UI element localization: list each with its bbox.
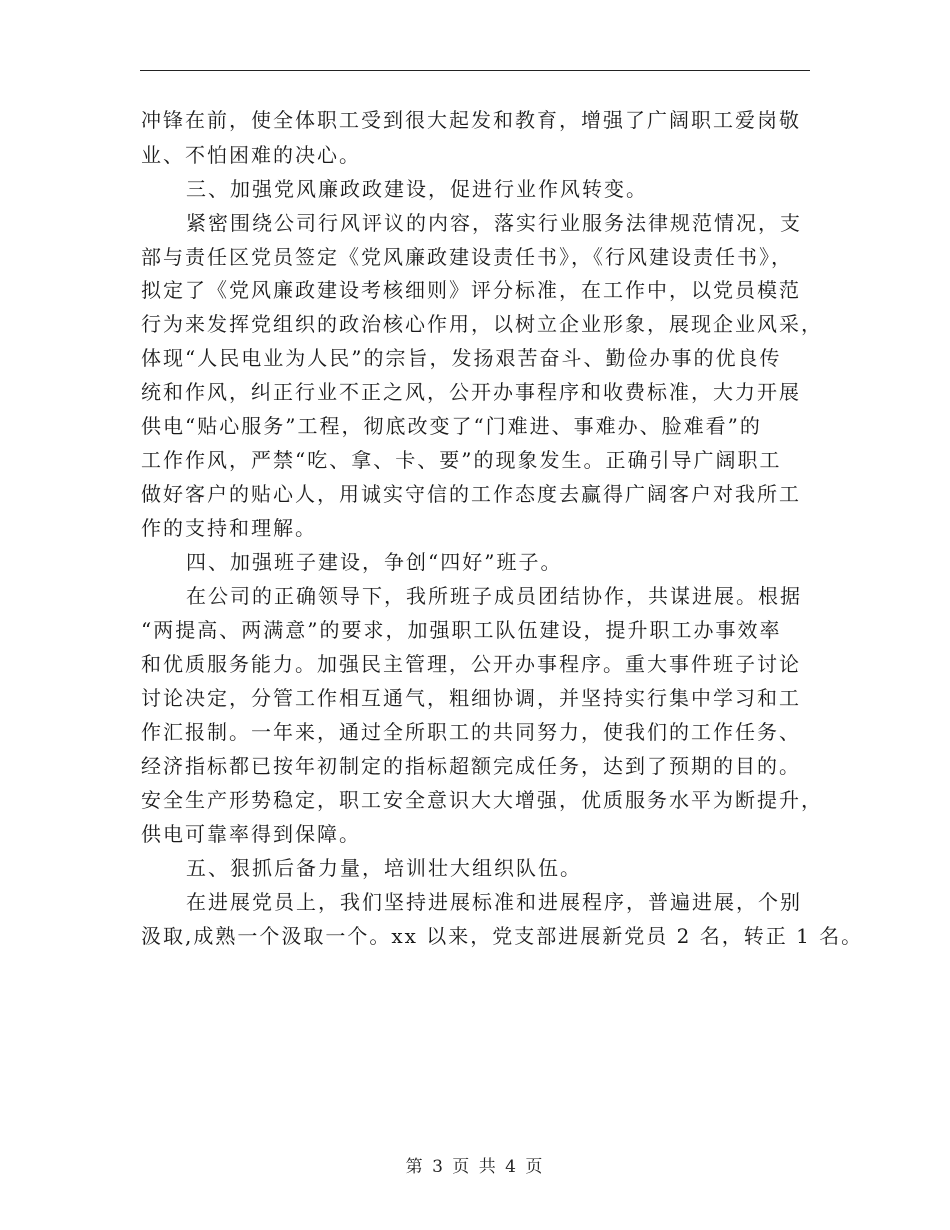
text-line: 在进展党员上，我们坚持进展标准和进展程序，普遍进展，个别 [186,890,802,914]
text-line: 拟定了《党风廉政建设考核细则》评分标准，在工作中，以党员模范 [141,278,801,302]
section-heading: 五、狠抓后备力量，培训壮大组织队伍。 [186,856,582,880]
section-heading: 三、加强党风廉政政建设，促进行业作风转变。 [186,177,648,201]
text-line: 经济指标都已按年初制定的指标超额完成任务，达到了预期的目的。 [141,754,801,778]
text-line: 行为来发挥党组织的政治核心作用，以树立企业形象，展现企业风采， [141,312,823,336]
text-line: 部与责任区党员签定《党风廉政建设责任书》，《行风建设责任书》， [141,245,793,269]
text-line: 汲取,成熟一个汲取一个。xx 以来，党支部进展新党员 2 名，转正 1 名。 [141,924,864,948]
text-line: 做好客户的贴心人，用诚实守信的工作态度去赢得广阔客户对我所工 [141,482,801,506]
text-line: 供电可靠率得到保障。 [141,822,361,846]
text-line: 冲锋在前，使全体职工受到很大起发和教育，增强了广阔职工爱岗敬 [141,108,801,132]
text-line: 在公司的正确领导下，我所班子成员团结协作，共谋进展。根据 [186,584,802,608]
text-line: 体现“人民电业为人民”的宗旨，发扬艰苦奋斗、勤俭办事的优良传 [141,346,782,370]
text-line: 和优质服务能力。加强民主管理，公开办事程序。重大事件班子讨论 [141,652,801,676]
text-line: 讨论决定，分管工作相互通气，粗细协调，并坚持实行集中学习和工 [141,686,801,710]
text-line: “两提高、两满意”的要求，加强职工队伍建设，提升职工办事效率 [141,618,782,642]
text-line: 作汇报制。一年来，通过全所职工的共同努力，使我们的工作任务、 [141,720,801,744]
text-line: 紧密围绕公司行风评议的内容，落实行业服务法律规范情况，支 [186,211,802,235]
text-line: 作的支持和理解。 [141,516,317,540]
text-line: 业、不怕困难的决心。 [141,143,361,167]
text-line: 安全生产形势稳定，职工安全意识大大增强，优质服务水平为断提升， [141,788,823,812]
page-number: 第 3 页 共 4 页 [405,1157,545,1177]
text-line: 供电“贴心服务”工程，彻底改变了“门难进、事难办、脸难看”的 [141,414,762,438]
text-line: 工作作风，严禁“吃、拿、卡、要”的现象发生。正确引导广阔职工 [141,448,782,472]
section-heading: 四、加强班子建设，争创“四好”班子。 [186,550,563,574]
text-line: 统和作风，纠正行业不正之风，公开办事程序和收费标准，大力开展 [141,380,801,404]
